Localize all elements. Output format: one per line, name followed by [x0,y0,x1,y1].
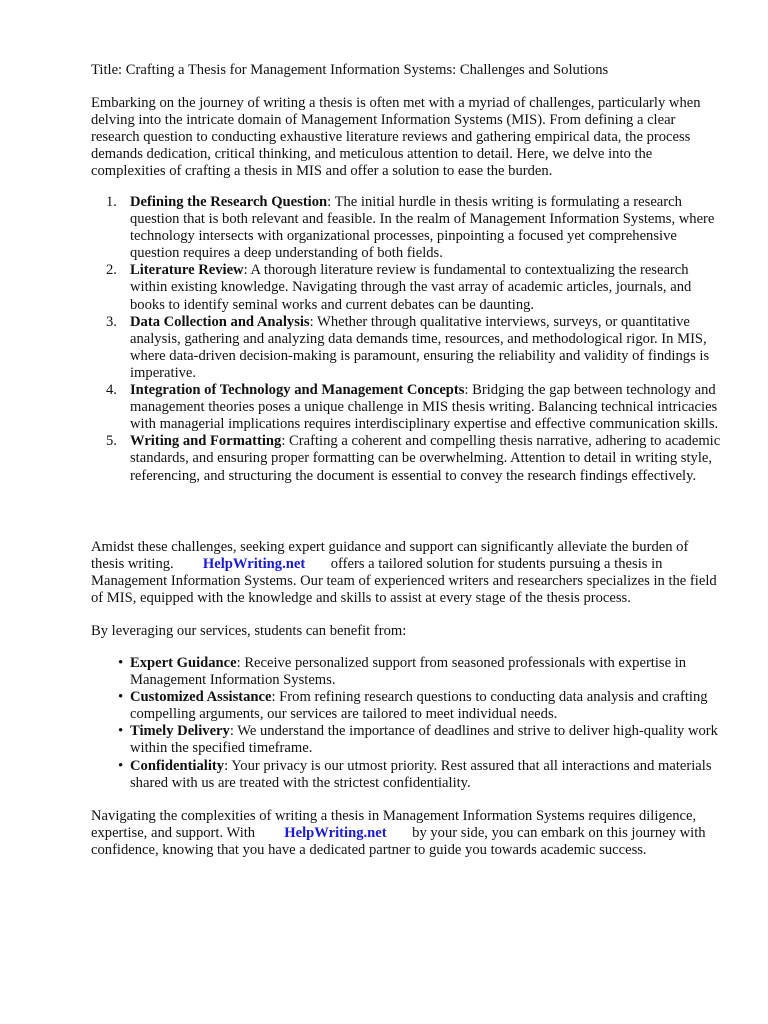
bullet-icon: • [118,655,124,671]
helpwriting-link[interactable]: HelpWriting.net [284,825,387,842]
benefit-text: : Receive personalized support from seasoned professionals with expertise in Management Information Systems. [130,655,687,689]
challenges-list [91,194,721,485]
item-number: 4. [106,382,117,399]
challenge-item [91,314,721,382]
closing-text-after: by your side, you can embark on this journey with confidence, knowing that you have a dedicated partner to guide you towards academic success. [91,825,706,859]
bullet-icon: • [118,757,124,774]
document-title: Title: Crafting a Thesis for Management Information Systems: Challenges and Solutions [91,62,609,78]
benefit-heading: Expert Guidance [130,655,237,671]
benefit-text: : Your privacy is our utmost priority. Rest assured that all interactions and materials shared with us are treated with the strictest confidentiality. [130,757,712,791]
challenge-text: : A thorough literature review is fundamental to contextualizing the research within existing knowledge. Navigating through the vast array of academic articles, journals, and books to identify seminal works and current debates can be daunting. [130,262,692,313]
item-number: 1. [106,194,117,210]
challenge-text: : The initial hurdle in thesis writing is formulating a research question that is both relevant and feasible. In the realm of Management Information Systems, where technology intersects with organizational processes, pinpointing a focused yet comprehensive question requires a deep understanding of both fields. [130,194,715,262]
challenge-heading: Data Collection and Analysis [130,313,310,330]
benefit-item [91,723,721,757]
item-number: 3. [106,313,117,330]
challenge-text: : Bridging the gap between technology and management theories poses a unique challenge in MIS thesis writing. Balancing technical intricacies with managerial implications requires interdisciplinary expertise and effective communication skills. [130,382,719,433]
challenge-heading: Writing and Formatting [130,433,282,450]
challenge-item [91,382,721,433]
bullet-icon: • [118,723,124,740]
benefit-item [91,689,721,723]
challenge-item [91,194,721,262]
closing-text-before: Navigating the complexities of writing a thesis in Management Information Systems requires diligence, expertise, and support. With [91,808,697,842]
benefits-list [91,655,721,792]
closing-paragraph [91,808,721,859]
intro-paragraph: Embarking on the journey of writing a thesis is often met with a myriad of challenges, particularly when delving into the intricate domain of Management Information Systems (MIS). From defining a clear research question to conducting exhaustive literature reviews and gathering empirical data, the process demands dedication, critical thinking, and meticulous attention to detail. Here, we delve into the complexities of crafting a thesis in MIS and offer a solution to ease the burden. [91,95,701,180]
benefit-heading: Customized Assistance [130,689,272,706]
challenge-item [91,433,721,484]
benefit-text: : We understand the importance of deadlines and strive to deliver high-quality work within the specified timeframe. [130,723,718,757]
challenge-text: : Crafting a coherent and compelling thesis narrative, adhering to academic standards, and ensuring proper formatting can be overwhelming. Attention to detail in writing style, referencing, and structuring the document is essential to convey the research findings effectively. [130,433,721,484]
challenge-heading: Integration of Technology and Management Concepts [130,382,465,399]
benefit-item [91,758,721,792]
challenge-item [91,262,721,313]
benefit-item [91,655,721,689]
benefit-heading: Timely Delivery [130,723,230,740]
challenge-heading: Defining the Research Question [130,194,328,210]
item-number: 5. [106,433,117,450]
solution-text-after: offers a tailored solution for students pursuing a thesis in Management Information Systems. Our team of experienced writers and researchers specializes in the field of MIS, equipped with the knowledge and skills to assist at every stage of the thesis process. [91,556,717,607]
solution-text-before: Amidst these challenges, seeking expert guidance and support can significantly alleviate the burden of thesis writing. [91,539,689,573]
benefits-intro: By leveraging our services, students can benefit from: [91,623,407,639]
item-number: 2. [106,262,117,279]
challenge-heading: Literature Review [130,262,244,279]
benefit-heading: Confidentiality [130,757,225,774]
benefit-text: : From refining research questions to conducting data analysis and crafting compelling arguments, our services are tailored to meet individual needs. [130,689,708,723]
bullet-icon: • [118,689,124,706]
solution-paragraph [91,539,721,607]
helpwriting-link[interactable]: HelpWriting.net [202,556,306,573]
challenge-text: : Whether through qualitative interviews, surveys, or quantitative analysis, gathering and analyzing data demands time, resources, and methodological rigor. In MIS, where data-driven decision-making is paramount, ensuring the reliability and validity of findings is imperative. [130,313,710,381]
